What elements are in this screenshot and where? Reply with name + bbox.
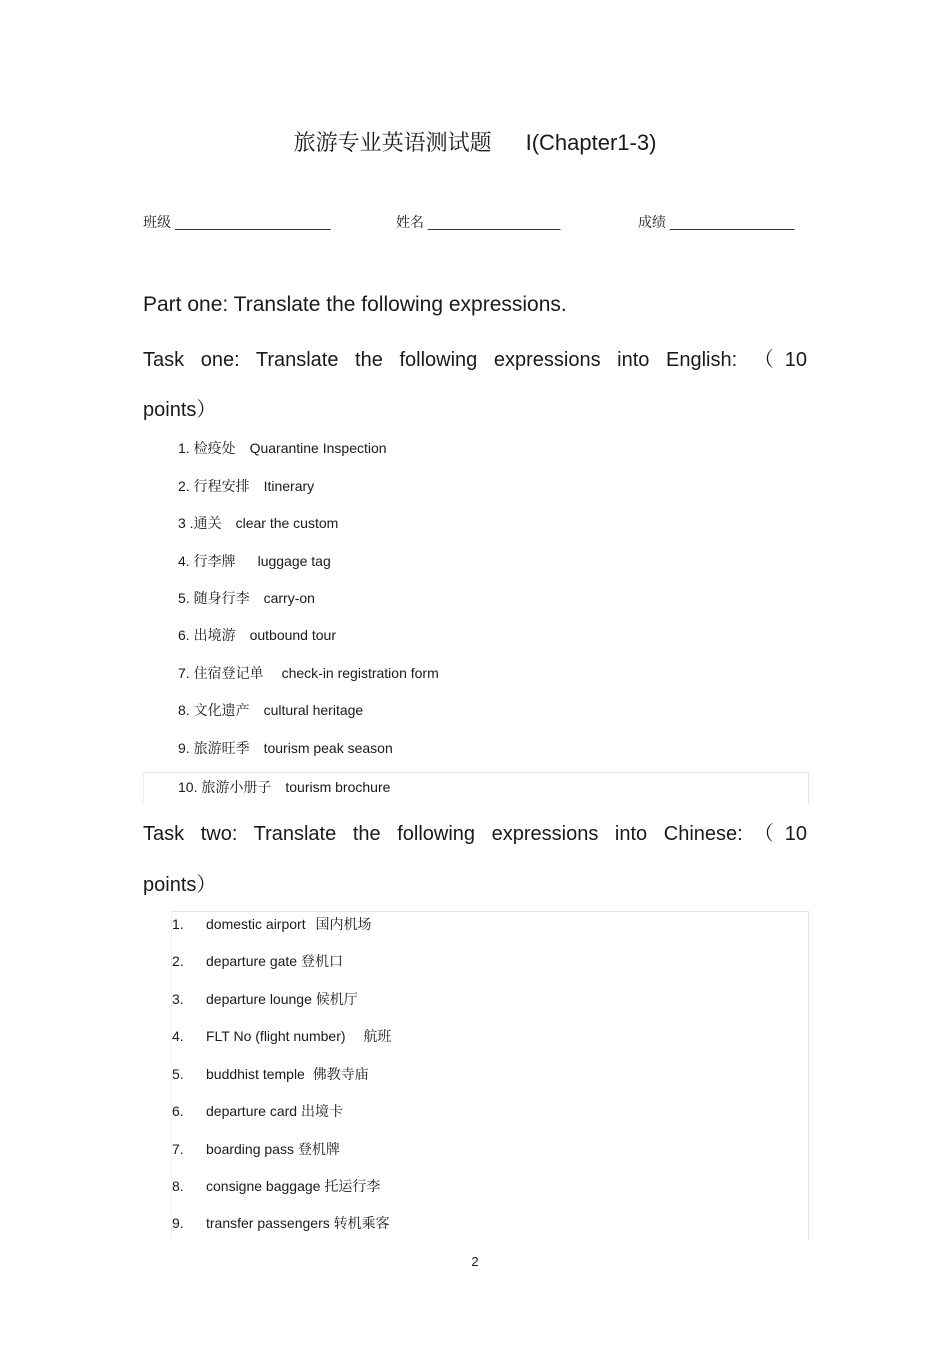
part-one-heading: Part one: Translate the following expressions. <box>143 293 567 316</box>
task-two-points: points） <box>143 874 217 896</box>
item-english: boarding pass <box>206 1141 294 1157</box>
item-number: 5. <box>172 1066 184 1082</box>
class-blank: ____________________ <box>174 214 331 230</box>
score-label: 成绩 <box>638 214 666 230</box>
page-number: 2 <box>471 1254 479 1269</box>
item-chinese: 航班 <box>363 1028 392 1044</box>
title-english: I(Chapter1-3) <box>525 130 657 155</box>
item-number: 2. <box>172 953 184 969</box>
class-field <box>143 212 331 232</box>
score-blank: ________________ <box>669 214 795 230</box>
item-english: clear the custom <box>235 515 339 531</box>
task-two-item <box>172 1064 369 1084</box>
item-english: luggage tag <box>257 553 331 569</box>
item-chinese: 登机牌 <box>297 1141 340 1157</box>
item-chinese: 出境卡 <box>300 1103 343 1119</box>
item-chinese: 行程安排 <box>193 478 250 494</box>
item-chinese: 检疫处 <box>193 440 236 456</box>
item-chinese: 国内机场 <box>315 916 372 932</box>
item-english: Quarantine Inspection <box>249 440 387 456</box>
item-number: 1. <box>178 440 190 456</box>
item-english: consigne baggage <box>206 1178 321 1194</box>
item-number: 2. <box>178 478 190 494</box>
task-two-item <box>172 1026 391 1046</box>
item-chinese: 旅游小册子 <box>201 779 272 795</box>
item-number: 8. <box>172 1178 184 1194</box>
task-two-item <box>172 1213 390 1233</box>
task-one-item <box>178 476 314 496</box>
task-two-item <box>172 989 358 1009</box>
item-chinese: 托运行李 <box>324 1178 381 1194</box>
item-english: carry-on <box>263 590 315 606</box>
item-number: 1. <box>172 916 184 932</box>
item-english: tourism brochure <box>285 779 391 795</box>
item-chinese: 行李牌 <box>193 553 236 569</box>
item-english: tourism peak season <box>263 740 393 756</box>
name-blank: _________________ <box>427 214 561 230</box>
task-one-points: points） <box>143 399 217 421</box>
task-one-item <box>178 663 439 683</box>
task-two-item <box>172 914 371 934</box>
item-chinese: 通关 <box>193 515 222 531</box>
item-number: 5. <box>178 590 190 606</box>
task-one-item <box>178 625 336 645</box>
item-number: 3. <box>172 991 184 1007</box>
item-number: 7. <box>172 1141 184 1157</box>
title-chinese: 旅游专业英语测试题 <box>293 130 492 155</box>
item-english: FLT No (flight number) <box>206 1028 346 1044</box>
item-chinese: 住宿登记单 <box>193 665 264 681</box>
score-field <box>638 212 794 232</box>
item-chinese: 旅游旺季 <box>193 740 250 756</box>
item-number: 8. <box>178 702 190 718</box>
item-english: check-in registration form <box>281 665 439 681</box>
item-english: outbound tour <box>249 627 336 643</box>
item-chinese: 文化遗产 <box>193 702 250 718</box>
item-english: cultural heritage <box>263 702 364 718</box>
item-english: departure gate <box>206 953 298 969</box>
item-number: 7. <box>178 665 190 681</box>
task-one-item <box>178 588 315 608</box>
task-two-heading: Task two: Translate the following expressions into Chinese:（10 <box>143 823 807 845</box>
item-number: 4. <box>178 553 190 569</box>
item-english: buddhist temple <box>206 1066 305 1082</box>
item-english: domestic airport <box>206 916 306 932</box>
item-chinese: 登机口 <box>300 953 343 969</box>
item-chinese: 随身行李 <box>193 590 250 606</box>
item-english: Itinerary <box>263 478 315 494</box>
item-number: 9. <box>178 740 190 756</box>
name-field <box>396 212 560 232</box>
item-number: 6. <box>178 627 190 643</box>
task-one-heading: Task one: Translate the following expressions into English: （10 <box>143 349 807 371</box>
item-english: transfer passengers <box>206 1215 330 1231</box>
task-one-item <box>178 551 331 571</box>
task-one-item <box>178 438 387 458</box>
item-number: 9. <box>172 1215 184 1231</box>
name-label: 姓名 <box>396 214 424 230</box>
item-number: 3 . <box>178 515 194 531</box>
item-chinese: 候机厅 <box>315 991 358 1007</box>
item-chinese: 转机乘客 <box>333 1215 390 1231</box>
task-two-item <box>172 1176 380 1196</box>
item-number: 6. <box>172 1103 184 1119</box>
task-two-item <box>172 1139 340 1159</box>
task-one-item <box>178 700 363 720</box>
task-one-item <box>178 777 390 797</box>
task-two-item <box>172 1101 343 1121</box>
item-number: 4. <box>172 1028 184 1044</box>
task-two-item <box>172 951 343 971</box>
task-one-item <box>178 513 338 533</box>
item-chinese: 出境游 <box>193 627 236 643</box>
item-english: departure lounge <box>206 991 312 1007</box>
task-one-item <box>178 738 393 758</box>
page-title <box>0 126 950 157</box>
item-chinese: 佛教寺庙 <box>312 1066 369 1082</box>
item-number: 10. <box>178 779 198 795</box>
item-english: departure card <box>206 1103 298 1119</box>
class-label: 班级 <box>143 214 171 230</box>
